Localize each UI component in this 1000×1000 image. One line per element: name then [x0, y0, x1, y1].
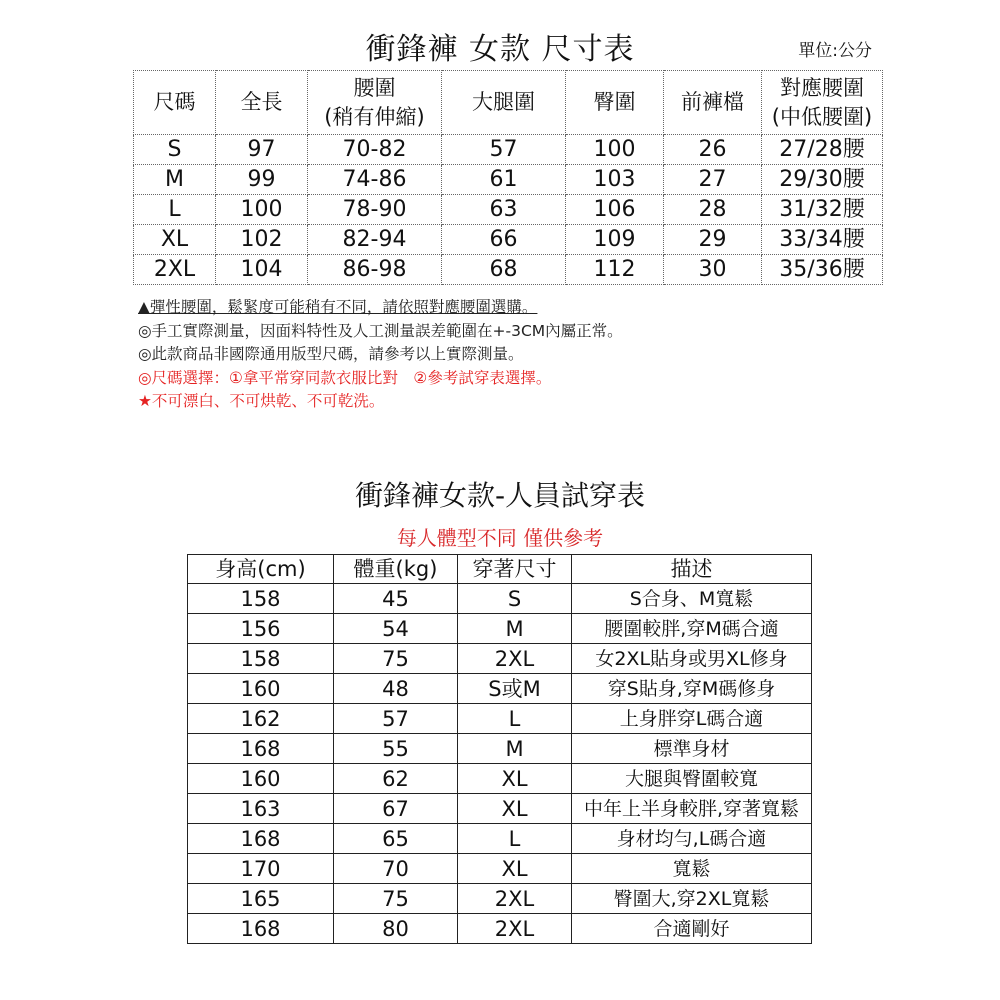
- fit-chart-header-cell: 身高(cm): [188, 555, 334, 584]
- size-chart-cell: 100: [216, 195, 308, 225]
- size-chart-header-cell: [308, 71, 442, 135]
- fit-chart-header-cell: 穿著尺寸: [458, 555, 572, 584]
- header-line: (稍有伸縮): [324, 104, 425, 129]
- fit-chart-cell: 160: [188, 674, 334, 704]
- fit-chart-cell: 穿S貼身,穿M碼修身: [572, 674, 812, 704]
- size-chart-cell: 2XL: [134, 255, 216, 285]
- fit-chart-cell: 75: [334, 644, 458, 674]
- size-chart-row: [134, 255, 883, 285]
- size-chart-header-cell: [664, 71, 762, 135]
- fit-chart-cell: L: [458, 824, 572, 854]
- size-chart-header-row: [134, 71, 883, 135]
- size-chart-cell: 29: [664, 225, 762, 255]
- header-line: 腰圍: [353, 75, 396, 100]
- fit-chart-row: [188, 854, 812, 884]
- fit-chart-cell: XL: [458, 764, 572, 794]
- fit-chart-cell: XL: [458, 854, 572, 884]
- size-chart-cell: 70-82: [308, 135, 442, 165]
- fit-chart-cell: 大腿與臀圍較寬: [572, 764, 812, 794]
- note-line: ◎尺碼選擇：①拿平常穿同款衣服比對 ②參考試穿表選擇。: [138, 368, 552, 387]
- size-chart-cell: 82-94: [308, 225, 442, 255]
- fit-chart-header-cell: 體重(kg): [334, 555, 458, 584]
- size-chart-header-cell: [216, 71, 308, 135]
- fit-chart-cell: 54: [334, 614, 458, 644]
- fit-chart-row: [188, 884, 812, 914]
- fit-chart-cell: 65: [334, 824, 458, 854]
- header-line: 前褲檔: [681, 90, 744, 114]
- size-chart-cell: 30: [664, 255, 762, 285]
- size-chart-cell: 27: [664, 165, 762, 195]
- fit-chart-cell: 70: [334, 854, 458, 884]
- fit-chart-row: [188, 734, 812, 764]
- size-chart-cell: 66: [442, 225, 566, 255]
- fit-chart-cell: 62: [334, 764, 458, 794]
- fit-chart-cell: 55: [334, 734, 458, 764]
- fit-chart-row: [188, 764, 812, 794]
- fit-chart-cell: 168: [188, 824, 334, 854]
- size-chart-header-cell: [442, 71, 566, 135]
- size-chart-cell: 68: [442, 255, 566, 285]
- size-chart-cell: 61: [442, 165, 566, 195]
- fit-chart-cell: 48: [334, 674, 458, 704]
- fit-chart-row: [188, 704, 812, 734]
- fit-chart-cell: 170: [188, 854, 334, 884]
- header-line: 大腿圍: [472, 90, 535, 114]
- fit-chart-cell: 168: [188, 914, 334, 944]
- size-chart-cell: 35/36腰: [762, 255, 883, 285]
- fit-chart-cell: 57: [334, 704, 458, 734]
- fit-chart-cell: 165: [188, 884, 334, 914]
- notes: [138, 296, 623, 414]
- size-chart-cell: 28: [664, 195, 762, 225]
- fit-chart-cell: 臀圍大,穿2XL寬鬆: [572, 884, 812, 914]
- fit-chart-row: [188, 614, 812, 644]
- fit-chart-header-row: [188, 555, 812, 584]
- size-chart-cell: 109: [566, 225, 664, 255]
- size-chart-header-cell: [566, 71, 664, 135]
- header-line: 臀圍: [593, 90, 636, 114]
- fit-chart-cell: S或M: [458, 674, 572, 704]
- fit-chart-cell: 158: [188, 584, 334, 614]
- fit-chart-row: [188, 914, 812, 944]
- size-chart-row: [134, 135, 883, 165]
- note-line: ◎此款商品非國際通用版型尺碼，請參考以上實際測量。: [138, 345, 524, 363]
- size-chart-cell: L: [134, 195, 216, 225]
- size-chart-cell: 27/28腰: [762, 135, 883, 165]
- fit-chart-cell: 身材均勻,L碼合適: [572, 824, 812, 854]
- size-chart-table: [133, 70, 883, 285]
- fit-chart-cell: S: [458, 584, 572, 614]
- size-chart-cell: 78-90: [308, 195, 442, 225]
- size-chart-cell: 26: [664, 135, 762, 165]
- size-chart-cell: 63: [442, 195, 566, 225]
- fit-chart-cell: 67: [334, 794, 458, 824]
- size-chart-cell: 106: [566, 195, 664, 225]
- size-chart-row: [134, 195, 883, 225]
- size-chart-cell: 104: [216, 255, 308, 285]
- fit-chart-row: [188, 644, 812, 674]
- fit-chart-cell: 156: [188, 614, 334, 644]
- fit-chart-cell: 腰圍較胖,穿M碼合適: [572, 614, 812, 644]
- fit-chart-cell: 80: [334, 914, 458, 944]
- size-chart-cell: 112: [566, 255, 664, 285]
- size-chart-cell: 86-98: [308, 255, 442, 285]
- size-chart-cell: 99: [216, 165, 308, 195]
- size-chart-header-cell: [134, 71, 216, 135]
- fit-chart-cell: 中年上半身較胖,穿著寬鬆: [572, 794, 812, 824]
- size-chart-header-cell: [762, 71, 883, 135]
- header-line: (中低腰圍): [771, 104, 873, 129]
- note-line: ★不可漂白、不可烘乾、不可乾洗。: [138, 392, 385, 410]
- fit-chart-cell: 寬鬆: [572, 854, 812, 884]
- size-chart-cell: S: [134, 135, 216, 165]
- header-line: 對應腰圍: [780, 75, 864, 100]
- fit-chart-cell: 75: [334, 884, 458, 914]
- size-chart-title: 衝鋒褲 女款 尺寸表: [365, 32, 635, 67]
- note-line: ◎手工實際測量，因面料特性及人工測量誤差範圍在+-3CM內屬正常。: [138, 321, 623, 340]
- size-chart-cell: 29/30腰: [762, 165, 883, 195]
- fit-chart-cell: 上身胖穿L碼合適: [572, 704, 812, 734]
- fit-chart-title: 衝鋒褲女款-人員試穿表: [354, 479, 646, 512]
- fit-chart-cell: 45: [334, 584, 458, 614]
- size-chart-cell: 74-86: [308, 165, 442, 195]
- fit-chart-cell: 女2XL貼身或男XL修身: [572, 644, 812, 674]
- size-chart-cell: 102: [216, 225, 308, 255]
- fit-chart-table: [187, 554, 812, 944]
- fit-chart-cell: 160: [188, 764, 334, 794]
- fit-chart-header-cell: 描述: [572, 555, 812, 584]
- fit-chart-subtitle: 每人體型不同 僅供參考: [396, 526, 604, 550]
- unit-label: 單位:公分: [798, 41, 872, 61]
- fit-chart-cell: 158: [188, 644, 334, 674]
- fit-chart-row: [188, 794, 812, 824]
- size-chart-cell: XL: [134, 225, 216, 255]
- size-chart-cell: 31/32腰: [762, 195, 883, 225]
- fit-chart-cell: M: [458, 614, 572, 644]
- fit-chart-cell: 2XL: [458, 644, 572, 674]
- fit-chart-cell: 2XL: [458, 914, 572, 944]
- note-line: ▲彈性腰圍，鬆緊度可能稍有不同，請依照對應腰圍選購。: [138, 298, 538, 316]
- header-line: 全長: [240, 90, 283, 114]
- size-chart-row: [134, 165, 883, 195]
- fit-chart-cell: 168: [188, 734, 334, 764]
- fit-chart-cell: 163: [188, 794, 334, 824]
- size-chart-cell: 103: [566, 165, 664, 195]
- size-chart-row: [134, 225, 883, 255]
- fit-chart-cell: S合身、M寬鬆: [572, 584, 812, 614]
- fit-chart-row: [188, 674, 812, 704]
- fit-chart-cell: M: [458, 734, 572, 764]
- fit-chart-cell: 162: [188, 704, 334, 734]
- size-chart-cell: 33/34腰: [762, 225, 883, 255]
- size-chart-cell: 97: [216, 135, 308, 165]
- fit-chart-cell: L: [458, 704, 572, 734]
- fit-chart-cell: XL: [458, 794, 572, 824]
- size-chart-cell: 100: [566, 135, 664, 165]
- size-chart-cell: 57: [442, 135, 566, 165]
- fit-chart-row: [188, 584, 812, 614]
- fit-chart-row: [188, 824, 812, 854]
- fit-chart-cell: 標準身材: [572, 734, 812, 764]
- header-line: 尺碼: [153, 90, 196, 114]
- fit-chart-cell: 2XL: [458, 884, 572, 914]
- fit-chart-cell: 合適剛好: [572, 914, 812, 944]
- size-chart-cell: M: [134, 165, 216, 195]
